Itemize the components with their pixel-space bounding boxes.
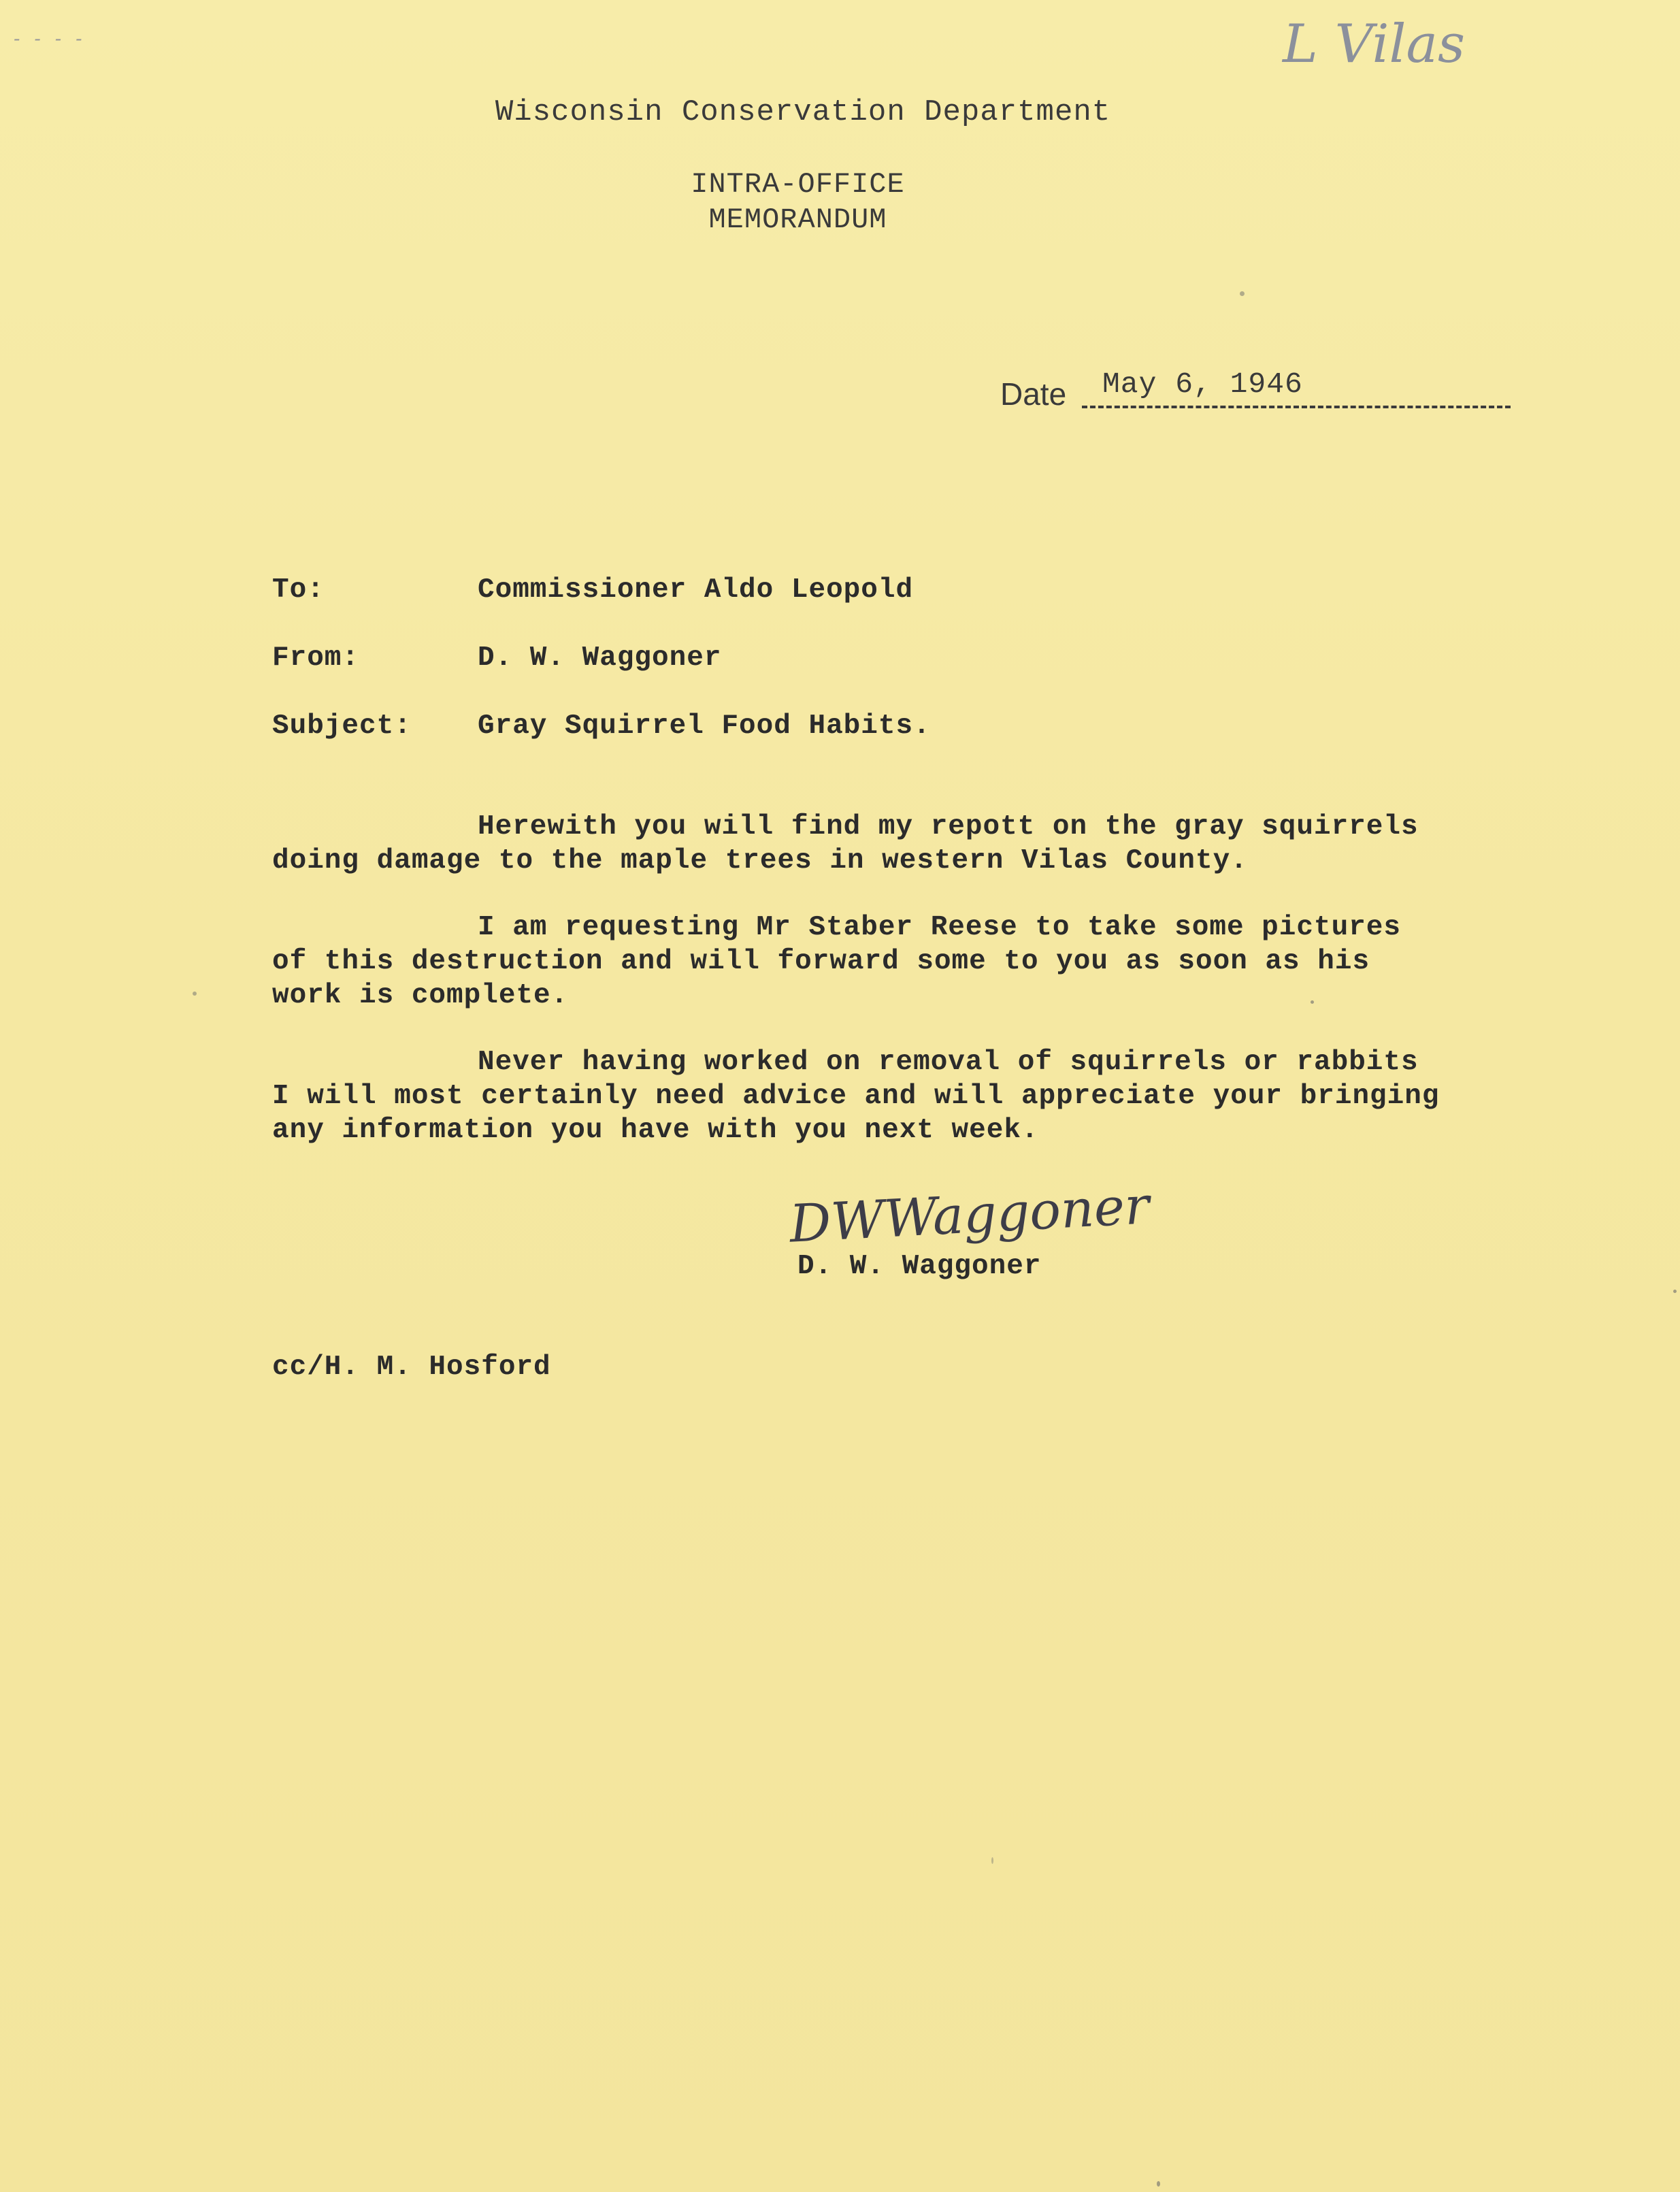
date-value: May 6, 1946 xyxy=(1102,367,1303,401)
to-label: To: xyxy=(272,574,325,606)
paper-speck xyxy=(1311,1000,1314,1004)
from-label: From: xyxy=(272,642,360,674)
to-value: Commissioner Aldo Leopold xyxy=(478,574,914,606)
pencil-annotation: L Vilas xyxy=(1283,14,1465,75)
paper-speck xyxy=(991,1857,993,1864)
paragraph-2-line-2: of this destruction and will forward some to you as soon as his xyxy=(272,946,1370,977)
corner-mark: - - - - xyxy=(14,27,86,50)
paragraph-2-line-1: I am requesting Mr Staber Reese to take some pictures xyxy=(478,912,1402,943)
paragraph-3-line-2: I will most certainly need advice and will appreciate your bringing xyxy=(272,1081,1440,1112)
paper-speck xyxy=(1240,291,1245,296)
date-label: Date xyxy=(1000,376,1067,412)
paper-speck xyxy=(1157,2181,1160,2187)
paragraph-1-line-2: doing damage to the maple trees in western Vilas County. xyxy=(272,845,1248,877)
paper-speck xyxy=(1673,1290,1677,1293)
paper-speck xyxy=(193,992,197,996)
subject-value: Gray Squirrel Food Habits. xyxy=(478,710,931,742)
paragraph-2-line-3: work is complete. xyxy=(272,980,569,1011)
paragraph-3-line-3: any information you have with you next week. xyxy=(272,1115,1039,1146)
date-underline xyxy=(1082,406,1511,408)
from-value: D. W. Waggoner xyxy=(478,642,722,674)
paragraph-3-line-1: Never having worked on removal of squirrels or rabbits xyxy=(478,1047,1419,1078)
typed-signature-name: D. W. Waggoner xyxy=(797,1251,1042,1282)
subject-label: Subject: xyxy=(272,710,412,742)
paragraph-1-line-1: Herewith you will find my repott on the gray squirrels xyxy=(478,811,1419,843)
handwritten-signature: DWWaggoner xyxy=(788,1175,1151,1254)
cc-line: cc/H. M. Hosford xyxy=(272,1352,551,1383)
department-heading: Wisconsin Conservation Department xyxy=(495,95,1111,129)
memo-title-line2: MEMORANDUM xyxy=(708,203,887,236)
memo-title-line1: INTRA-OFFICE xyxy=(691,168,905,201)
